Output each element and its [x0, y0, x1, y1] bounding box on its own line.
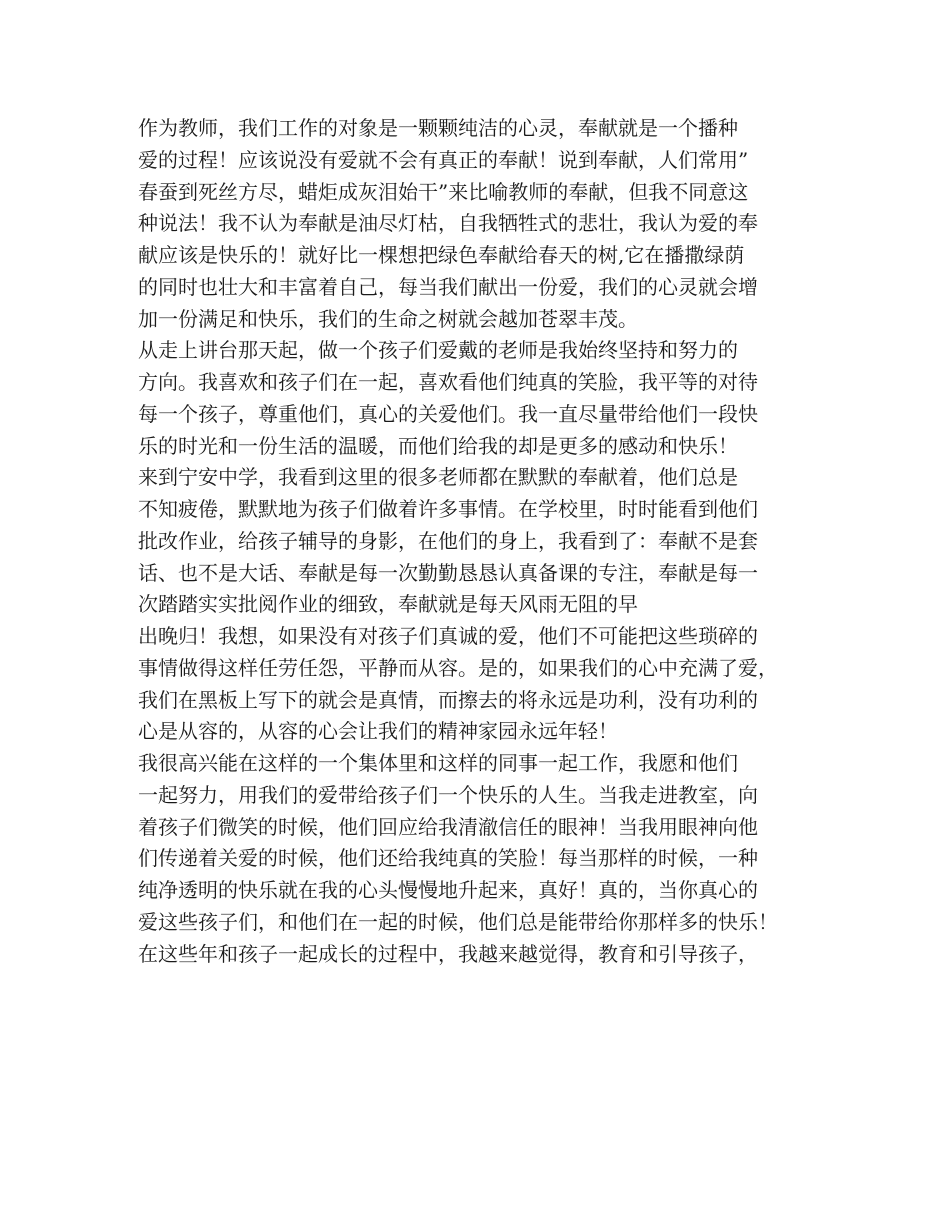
essay-body — [138, 113, 828, 970]
text-line-27: 在这些年和孩子一起成长的过程中，我越来越觉得，教育和引导孩子， — [138, 941, 758, 966]
text-line-12: 来到宁安中学，我看到这里的很多老师都在默默的奉献着，他们总是 — [138, 465, 738, 490]
text-line-7: 加一份满足和快乐，我们的生命之树就会越加苍翠丰茂。 — [138, 306, 638, 331]
text-line-22: 一起努力，用我们的爱带给孩子们一个快乐的人生。当我走进教室，向 — [138, 782, 758, 807]
text-line-8: 从走上讲台那天起，做一个孩子们爱戴的老师是我始终坚持和努力的 — [138, 338, 738, 363]
text-line-16: 次踏踏实实批阅作业的细致，奉献就是每天风雨无阻的早 — [138, 592, 638, 617]
text-line-1: 作为教师，我们工作的对象是一颗颗纯洁的心灵，奉献就是一个播种 — [138, 116, 738, 140]
text-line-17: 出晚归！我想，如果没有对孩子们真诚的爱，他们不可能把这些琐碎的 — [138, 624, 758, 648]
text-line-10: 每一个孩子，尊重他们，真心的关爱他们。我一直尽量带给他们一段快 — [138, 401, 758, 426]
text-line-5: 献应该是快乐的！就好比一棵想把绿色奉献给春天的树,它在播撒绿荫 — [138, 243, 745, 267]
text-line-20: 心是从容的，从容的心会让我们的精神家园永远年轻！ — [138, 719, 618, 744]
text-line-23: 着孩子们微笑的时候，他们回应给我清澈信任的眼神！当我用眼神向他 — [138, 814, 758, 839]
text-line-15: 话、也不是大话、奉献是每一次勤勤恳恳认真备课的专注，奉献是每一 — [138, 560, 758, 585]
text-line-11: 乐的时光和一份生活的温暖，而他们给我的却是更多的感动和快乐！ — [138, 433, 738, 458]
text-line-21: 我很高兴能在这样的一个集体里和这样的同事一起工作，我愿和他们 — [138, 751, 738, 775]
text-line-18: 事情做得这样任劳任怨，平静而从容。是的，如果我们的心中充满了爱， — [138, 655, 778, 680]
text-line-24: 们传递着关爱的时候，他们还给我纯真的笑脸！每当那样的时候，一种 — [138, 846, 758, 871]
text-line-14: 批改作业，给孩子辅导的身影，在他们的身上，我看到了：奉献不是套 — [138, 528, 758, 553]
text-line-25: 纯净透明的快乐就在我的心头慢慢地升起来，真好！真的，当你真心的 — [138, 878, 758, 902]
text-line-19: 我们在黑板上写下的就会是真情，而擦去的将永远是功利，没有功利的 — [138, 687, 758, 712]
text-line-3: 春蚕到死丝方尽，蜡炬成灰泪始干”来比喻教师的奉献，但我不同意这 — [138, 179, 749, 204]
text-line-2: 爱的过程！应该说没有爱就不会有真正的奉献！说到奉献，人们常用” — [138, 147, 749, 172]
text-line-13: 不知疲倦，默默地为孩子们做着许多事情。在学校里，时时能看到他们 — [138, 497, 758, 521]
text-line-4: 种说法！我不认为奉献是油尽灯枯，自我牺牲式的悲壮，我认为爱的奉 — [138, 211, 758, 236]
text-line-9: 方向。我喜欢和孩子们在一起，喜欢看他们纯真的笑脸，我平等的对待 — [138, 370, 758, 394]
text-line-26: 爱这些孩子们，和他们在一起的时候，他们总是能带给你那样多的快乐！ — [138, 909, 778, 934]
text-line-6: 的同时也壮大和丰富着自己，每当我们献出一份爱，我们的心灵就会增 — [138, 274, 758, 299]
